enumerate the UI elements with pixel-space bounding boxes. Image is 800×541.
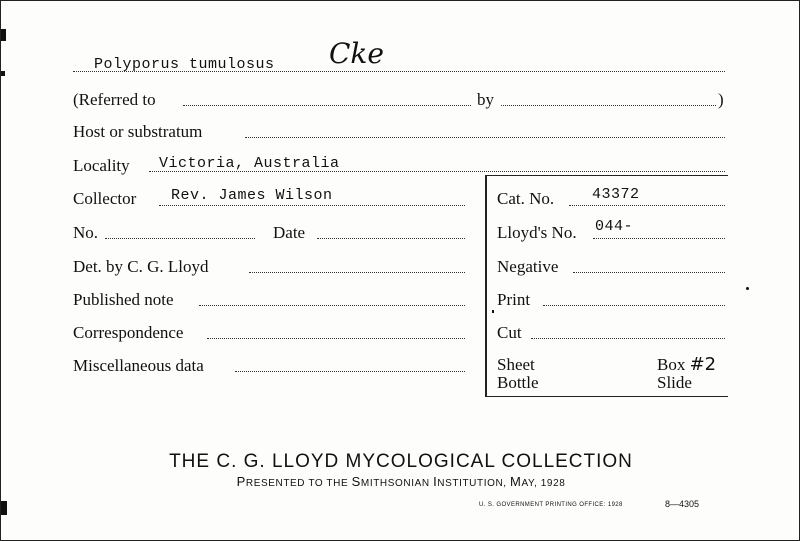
collector-label: Collector [73,189,137,208]
sub-mithsonian: MITHSONIAN [360,478,434,489]
by-label: by [477,90,494,109]
negative-line [573,272,725,273]
sub-cap-i: I [433,474,438,489]
collector-value: Rev. James Wilson [171,187,333,204]
box-label [657,355,716,375]
sub-cap-m: M [510,474,522,489]
author-annotation: Cke [329,37,384,70]
sub-cap-s: S [351,474,361,489]
locality-value: Victoria, Australia [159,155,340,172]
published-note-line [199,305,465,306]
sub-cap-p: P [236,474,246,489]
sheet-label: Sheet [497,355,535,374]
referred-to-line [183,105,471,106]
cat-no-label: Cat. No. [497,189,555,208]
cat-no-value: 43372 [592,186,640,203]
misc-data-label: Miscellaneous data [73,356,204,375]
by-line [501,105,716,106]
det-label: Det. by C. G. Lloyd [73,257,209,276]
edge-mark-left-top [1,29,6,41]
sub-resented: RESENTED TO THE [245,478,352,489]
misc-data-line [235,371,465,372]
referred-to-label: (Referred to [73,90,156,109]
print-label: Print [497,290,531,309]
no-line [105,238,255,239]
form-code: 8—4305 [665,499,700,509]
correspondence-label: Correspondence [73,323,184,342]
box-value: #2 [689,354,717,375]
close-paren: ) [718,90,724,109]
collector-line [159,205,465,206]
presented-to-subtitle [1,474,800,492]
date-line [317,238,465,239]
no-label: No. [73,223,99,242]
edge-mark-left-mid [1,71,5,76]
published-note-label: Published note [73,290,174,309]
host-label: Host or substratum [73,122,203,141]
slide-label: Slide [657,373,692,392]
edge-mark-left-bottom [1,501,7,515]
cat-no-line [569,205,725,206]
species-name: Polyporus tumulosus [94,56,275,73]
negative-label: Negative [497,257,559,276]
correspondence-line [207,338,465,339]
lloyds-no-value: 044- [595,218,634,235]
det-line [249,272,465,273]
box-label-text: Box [657,355,686,374]
cut-label: Cut [497,323,522,342]
collection-title: THE C. G. LLOYD MYCOLOGICAL COLLECTION [169,451,633,472]
bottle-label: Bottle [497,373,539,392]
locality-label: Locality [73,156,130,175]
lloyds-no-line [593,238,725,239]
printing-office-note: U. S. GOVERNMENT PRINTING OFFICE: 1928 [479,502,623,508]
lloyds-no-label: Lloyd's No. [497,223,577,242]
date-label: Date [273,223,306,242]
edge-mark-right-dot [746,287,749,290]
sub-ay: AY, 1928 [521,478,566,489]
cut-line [531,338,725,339]
host-line [245,137,725,138]
print-line [543,305,725,306]
sub-nstitution: NSTITUTION, [437,478,511,489]
